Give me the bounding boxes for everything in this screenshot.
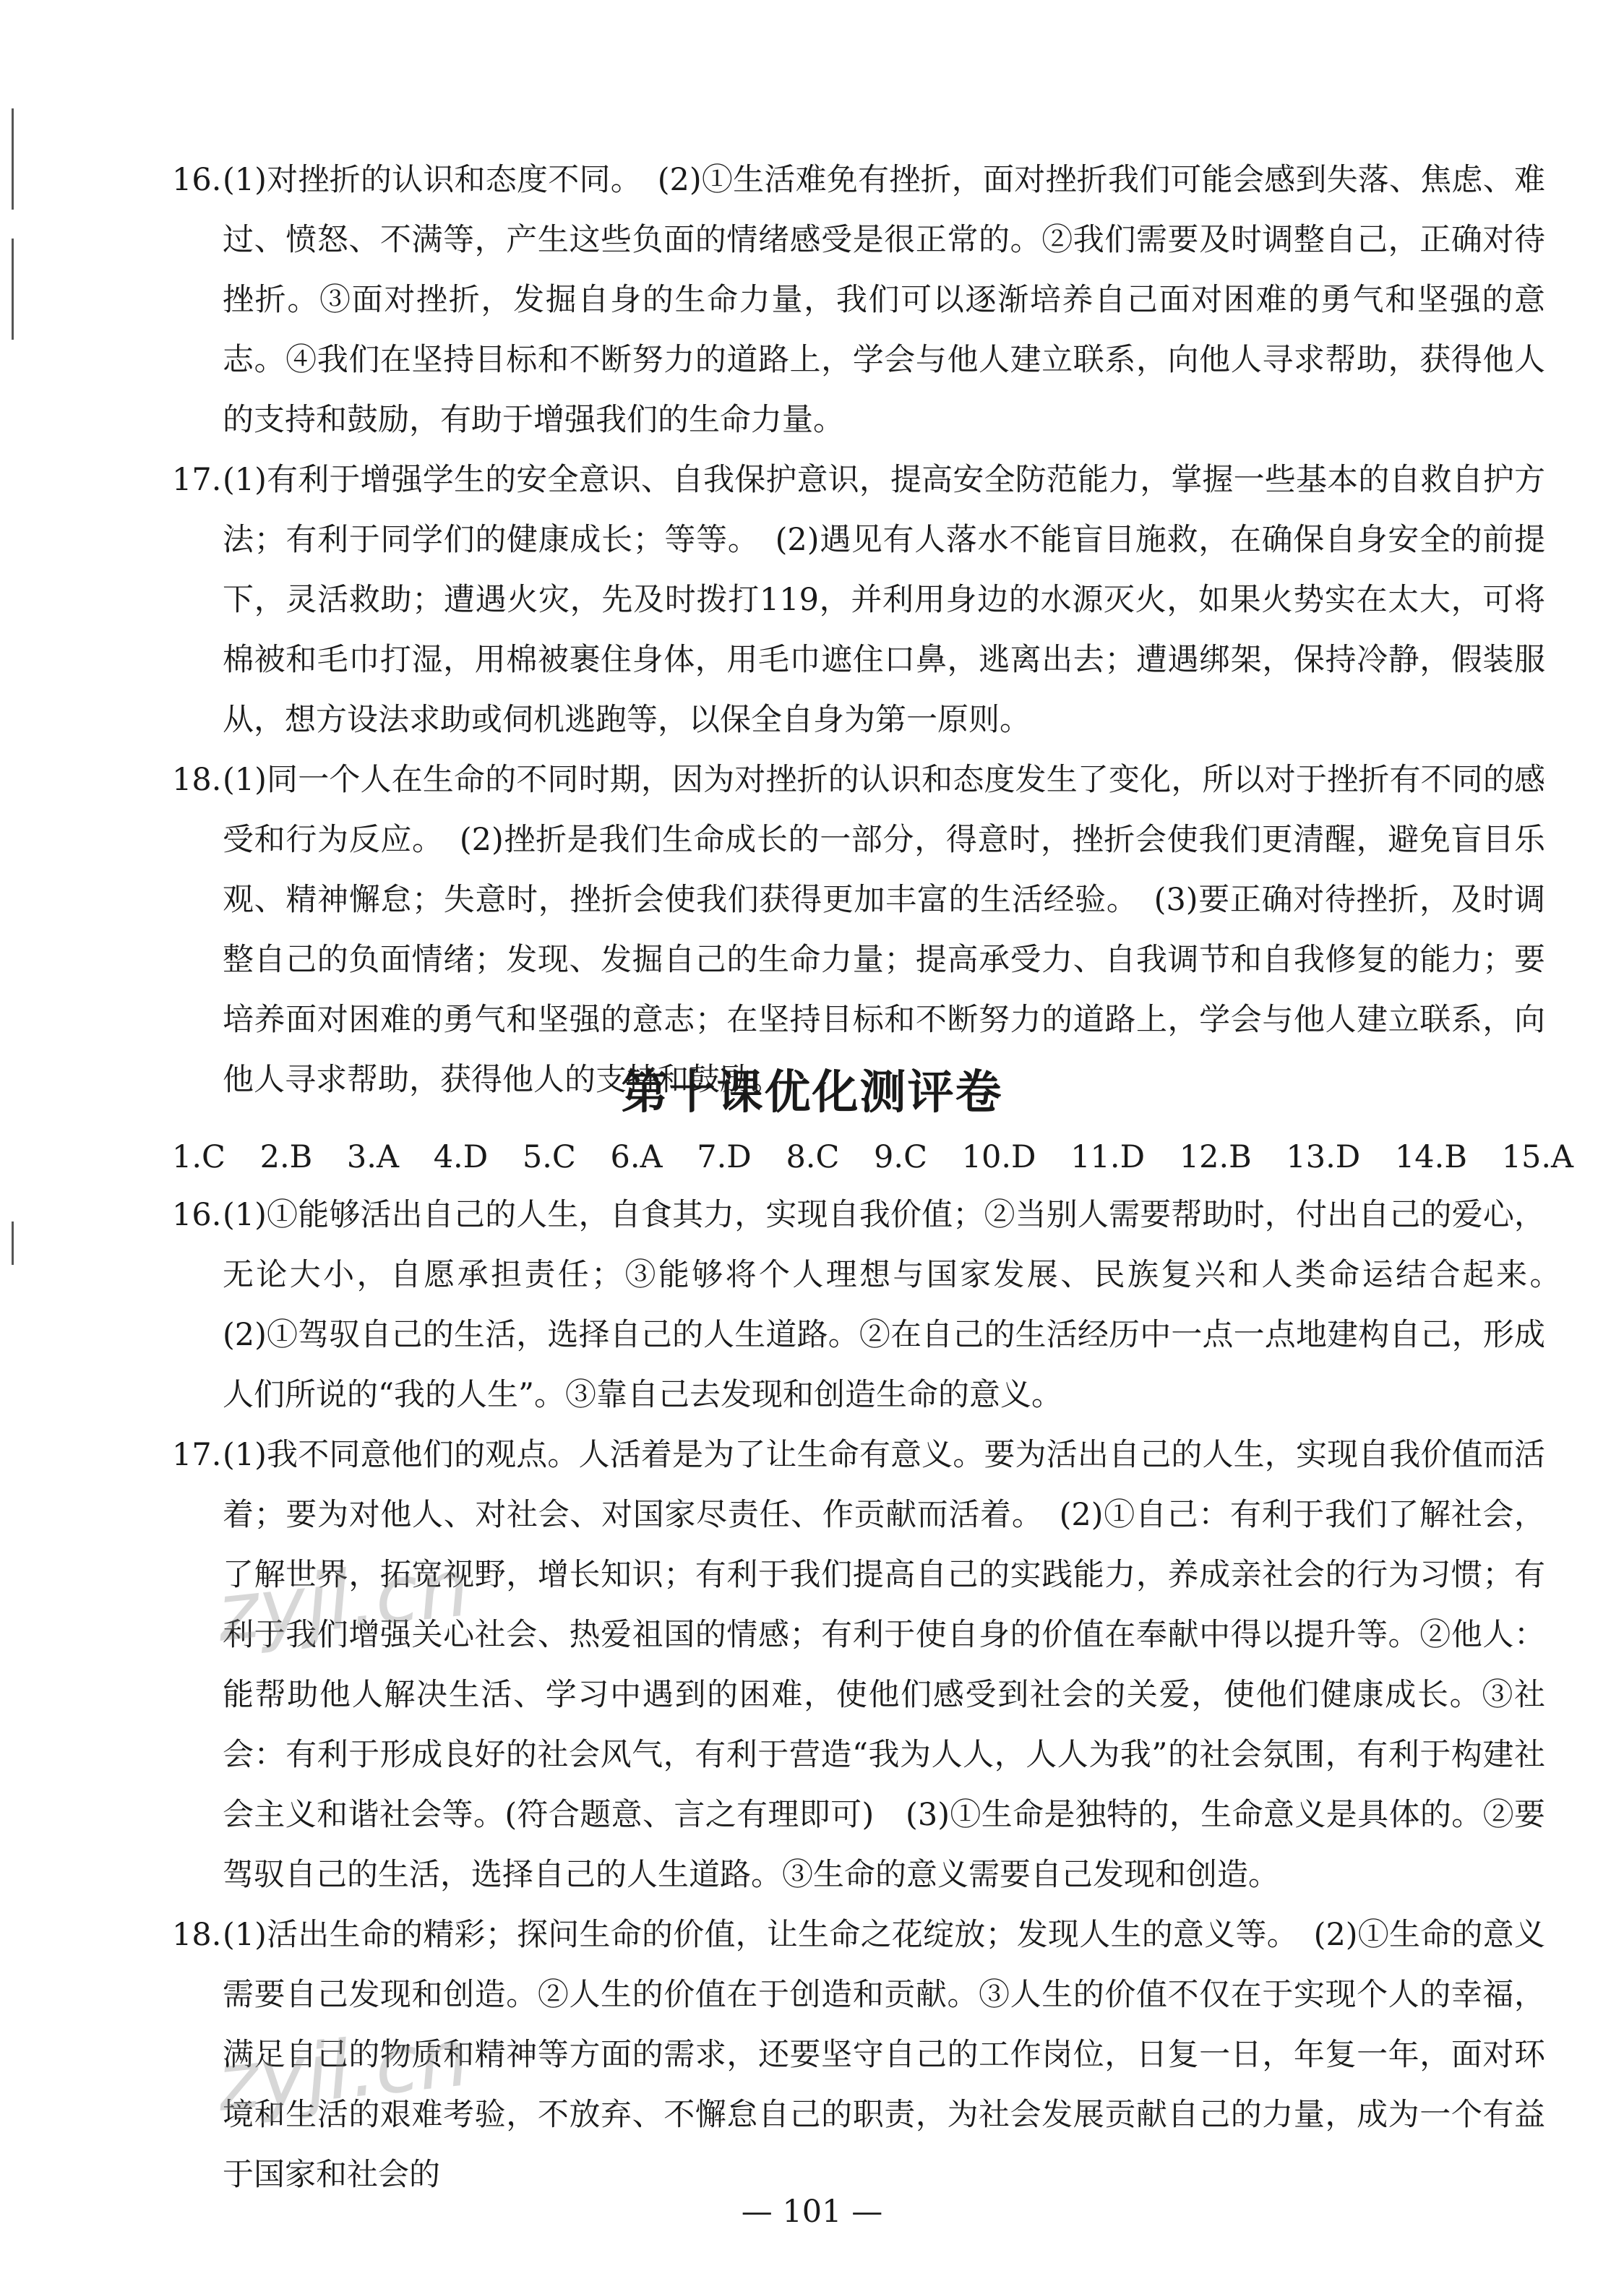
mc-answer: 2.B [259, 1139, 313, 1175]
watermark: zyjl.cn [212, 1541, 473, 1660]
answer-text: (1)对挫折的认识和态度不同。 (2)①生活难免有挫折，面对挫折我们可能会感到失落、焦虑、难过、愤怒、不满等，产生这些负面的情绪感受是很正常的。②我们需要及时调整自己，正确对待挫折。③面对挫折，发掘自身的生命力量，我们可以逐渐培养自己面对困难的勇气和坚强的意志。④我们在坚持目标和不断努力的道路上，学会与他人建立联系，向他人寻求帮助，获得他人的支持和鼓励，有助于增强我们的生命力量。 [223, 162, 1545, 438]
mc-answer: 5.C [522, 1139, 576, 1175]
question-number: 17. [172, 462, 222, 498]
mc-answer: 1.C [172, 1139, 225, 1175]
mc-answer: 4.D [433, 1139, 489, 1175]
question-number: 16. [172, 162, 222, 198]
mc-answer: 10.D [961, 1139, 1036, 1175]
answer-text: (1)有利于增强学生的安全意识、自我保护意识，提高安全防范能力，掌握一些基本的自救自护方法；有利于同学们的健康成长；等等。 (2)遇见有人落水不能盲目施救，在确保自身安全的前提下，灵活救助；遭遇火灾，先及时拨打119，并利用身边的水源灭火，如果火势实在太大，可将棉被和毛巾打湿，用棉被裹住身体，用毛巾遮住口鼻，逃离出去；遭遇绑架，保持冷静，假装服从，想方设法求助或伺机逃跑等，以保全自身为第一原则。 [223, 462, 1545, 738]
question-number: 18. [172, 1917, 222, 1953]
mc-answer: 14.B [1394, 1139, 1467, 1175]
scan-edge-mark [12, 239, 14, 340]
mc-answer: 3.A [346, 1139, 400, 1175]
answer-text: (1)同一个人在生命的不同时期，因为对挫折的认识和态度发生了变化，所以对于挫折有不同的感受和行为反应。 (2)挫折是我们生命成长的一部分，得意时，挫折会使我们更清醒，避免盲目乐观、精神懈怠；失意时，挫折会使我们获得更加丰富的生活经验。 (3)要正确对待挫折，及时调整自己的负面情绪；发现、发掘自己的生命力量；提高承受力、自我调节和自我修复的能力；要培养面对困难的勇气和坚强的意志；在坚持目标和不断努力的道路上，学会与他人建立联系，向他人寻求帮助，获得他人的支持和鼓励。 [223, 762, 1545, 1098]
question-number: 16. [172, 1197, 222, 1233]
mc-answer: 6.A [610, 1139, 663, 1175]
mc-answer: 8.C [786, 1139, 840, 1175]
page-number: — 101 — [741, 2194, 883, 2230]
question-number: 18. [172, 762, 222, 798]
mc-answer: 15.A [1501, 1139, 1574, 1175]
answers-part-1 [172, 150, 1545, 1110]
watermark: zyjl.cn [212, 2011, 473, 2129]
answer-item [172, 1425, 1545, 1905]
answer-text: (1)活出生命的精彩；探问生命的价值，让生命之花绽放；发现人生的意义等。 (2)①生命的意义需要自己发现和创造。②人生的价值在于创造和贡献。③人生的价值不仅在于实现个人的幸福，满足自己的物质和精神等方面的需求，还要坚守自己的工作岗位，日复一日，年复一年，面对环境和生活的艰难考验，不放弃、不懈怠自己的职责，为社会发展贡献自己的力量，成为一个有益于国家和社会的 [223, 1917, 1545, 2193]
answer-text: (1)我不同意他们的观点。人活着是为了让生命有意义。要为活出自己的人生，实现自我价值而活着；要为对他人、对社会、对国家尽责任、作贡献而活着。 (2)①自己：有利于我们了解社会，了解世界，拓宽视野，增长知识；有利于我们提高自己的实践能力，养成亲社会的行为习惯；有利于我们增强关心社会、热爱祖国的情感；有利于使自身的价值在奉献中得以提升等。②他人：能帮助他人解决生活、学习中遇到的困难，使他们感受到社会的关爱，使他们健康成长。③社会：有利于形成良好的社会风气，有利于营造“我为人人，人人为我”的社会氛围，有利于构建社会主义和谐社会等。(符合题意、言之有理即可) (3)①生命是独特的，生命意义是具体的。②要驾驭自己的生活，选择自己的人生道路。③生命的意义需要自己发现和创造。 [223, 1437, 1545, 1893]
mc-answer: 9.C [874, 1139, 927, 1175]
answer-text: (1)①能够活出自己的人生，自食其力，实现自我价值；②当别人需要帮助时，付出自己的爱心，无论大小，自愿承担责任；③能够将个人理想与国家发展、民族复兴和人类命运结合起来。 (2)①驾驭自己的生活，选择自己的人生道路。②在自己的生活经历中一点一点地建构自己，形成人们所说的“我的人生”。③靠自己去发现和创造生命的意义。 [223, 1197, 1576, 1413]
mc-answer: 12.B [1179, 1139, 1252, 1175]
scan-edge-mark [12, 1222, 14, 1265]
answer-item [172, 150, 1545, 450]
question-number: 17. [172, 1437, 222, 1473]
scan-edge-mark [12, 108, 14, 210]
section-title: 第十课优化测评卷 [621, 1066, 1003, 1120]
mc-answer: 13.D [1286, 1139, 1361, 1175]
answer-item [172, 450, 1545, 750]
mc-answer: 7.D [697, 1139, 752, 1175]
answer-item [172, 1185, 1576, 1425]
multiple-choice-answers [172, 1128, 1598, 1188]
mc-answer: 11.D [1070, 1139, 1146, 1175]
